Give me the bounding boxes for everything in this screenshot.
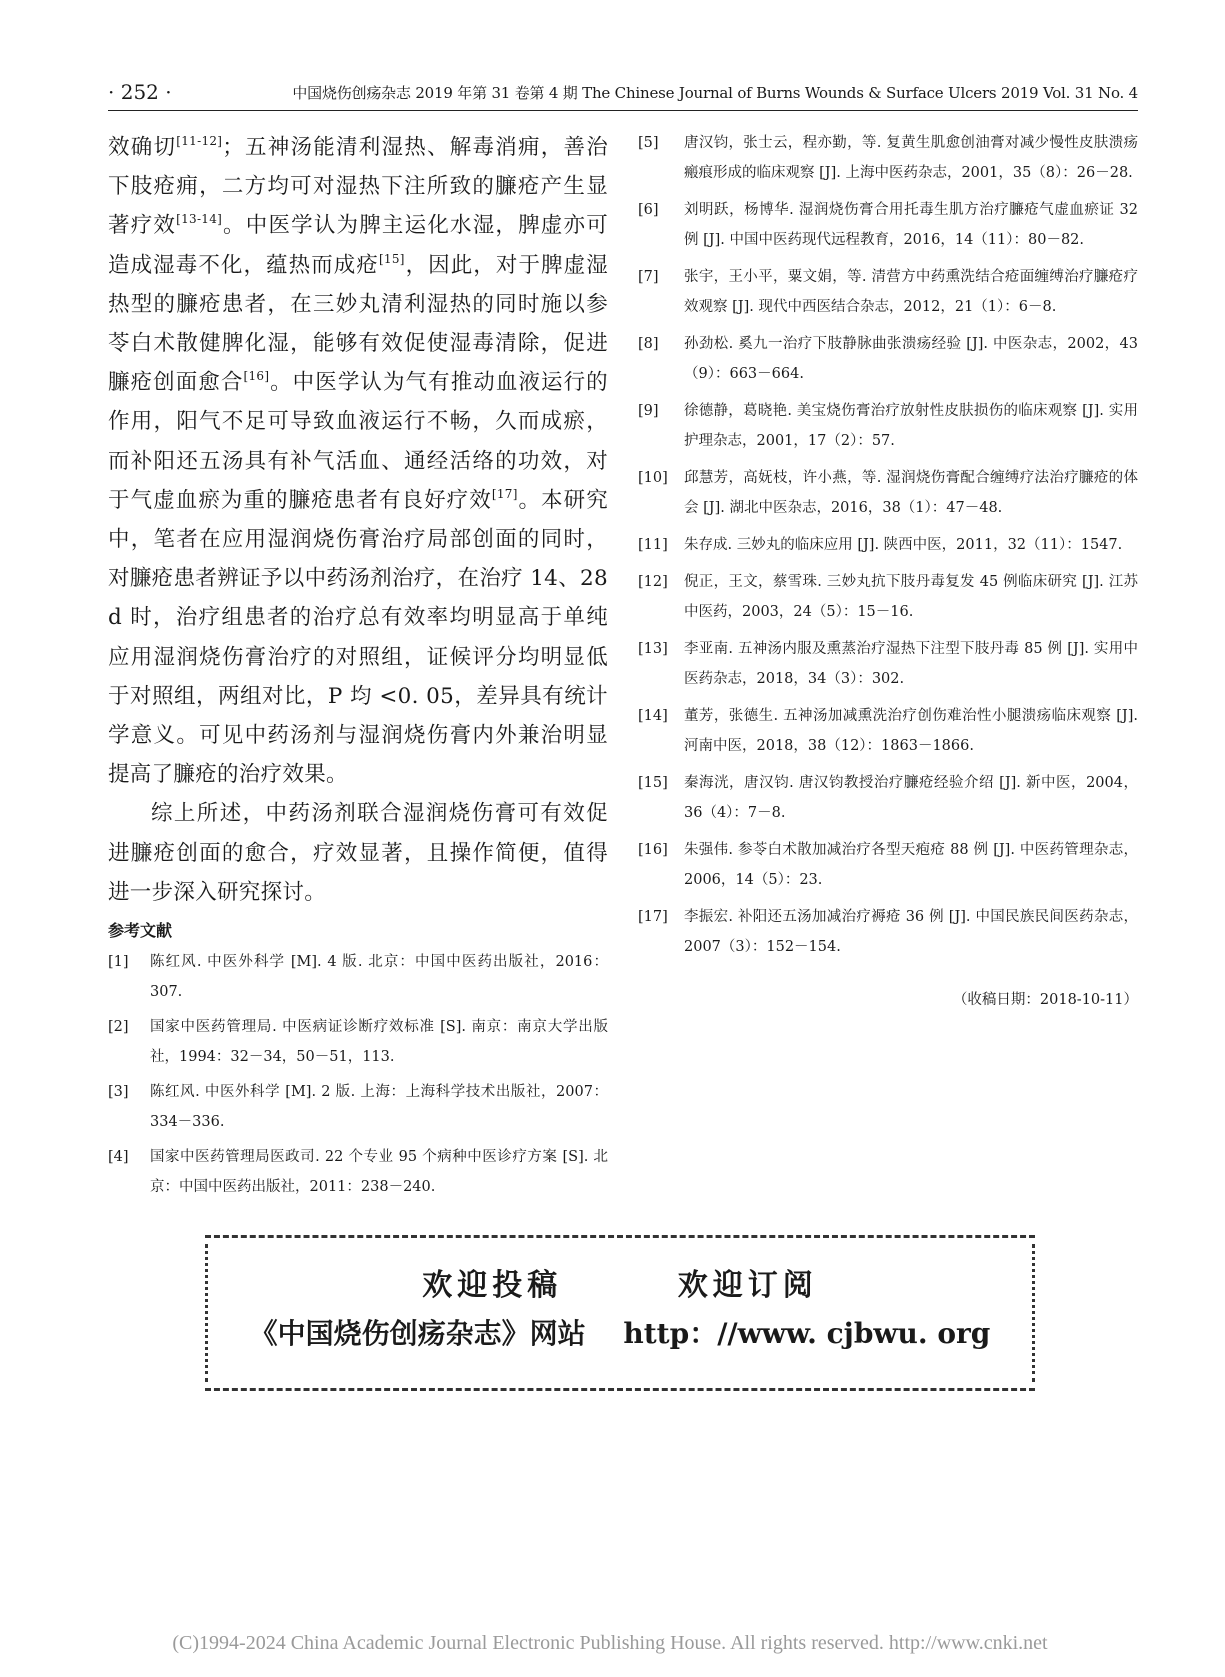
body-text-segment: 效确切 xyxy=(108,135,177,160)
banner-line-1 xyxy=(205,1260,1035,1304)
reference-number: [14] xyxy=(638,708,668,724)
reference-number: [3] xyxy=(108,1084,129,1101)
citation-marker: [15] xyxy=(378,251,405,266)
body-text-segment: ；五神汤能清利湿热、解毒消痈，善治下肢疮痈，二方均可对湿热下注所致的臁疮产生显著疗效 xyxy=(108,135,608,239)
reference-text: 国家中医药管理局. 中医病证诊断疗效标准 [S]. 南京：南京大学出版社，1994：32－34，50－51，113. xyxy=(150,1019,608,1066)
body-text-segment: 。本研究中，笔者在应用湿润烧伤膏治疗局部创面的同时，对臁疮患者辨证予以中药汤剂治疗，在治疗 14、28 d 时，治疗组患者的治疗总有效率均明显高于单纯应用湿润烧伤膏治疗的对照组，证候评分均明显低于对照组，两组对比，P 均 <0. 05，差异具有统计学意义。可见中药汤剂与湿润烧伤膏内外兼治明显提高了臁疮的治疗效果。 xyxy=(108,487,609,788)
citation-marker: [11-12] xyxy=(176,134,223,148)
body-paragraph-2: 综上所述，中药汤剂联合湿润烧伤膏可有效促进臁疮创面的愈合，疗效显著，且操作简便，值得进一步深入研究探讨。 xyxy=(108,801,608,905)
reference-list-right xyxy=(638,128,1138,962)
reference-text: 陈红风. 中医外科学 [M]. 4 版. 北京：中国中医药出版社，2016：307. xyxy=(150,954,608,1001)
reference-item xyxy=(638,634,1138,694)
reference-text: 董芳，张德生. 五神汤加减熏洗治疗创伤难治性小腿溃疡临床观察 [J]. 河南中医，2018，38（12）：1863－1866. xyxy=(684,708,1138,754)
reference-number: [12] xyxy=(638,574,668,590)
website-url[interactable]: http：//www. cjbwu. org xyxy=(623,1317,991,1350)
reference-number: [16] xyxy=(638,842,668,858)
reference-text: 李亚南. 五神汤内服及熏蒸治疗湿热下注型下肢丹毒 85 例 [J]. 实用中医药杂志，2018，34（3）：302. xyxy=(684,641,1138,687)
reference-text: 李振宏. 补阳还五汤加减治疗褥疮 36 例 [J]. 中国民族民间医药杂志，2007（3）：152－154. xyxy=(684,909,1138,955)
reference-number: [1] xyxy=(108,954,129,971)
reference-item xyxy=(638,902,1138,962)
received-date: （收稿日期：2018-10-11） xyxy=(952,992,1138,1008)
left-column xyxy=(108,128,608,1207)
reference-item xyxy=(108,1012,608,1072)
reference-text: 朱强伟. 参苓白术散加减治疗各型天疱疮 88 例 [J]. 中医药管理杂志，2006，14（5）：23. xyxy=(684,842,1138,888)
citation-marker: [16] xyxy=(243,369,270,384)
reference-number: [11] xyxy=(638,537,668,553)
reference-number: [9] xyxy=(638,403,659,419)
reference-item xyxy=(638,567,1138,627)
copyright-footer: (C)1994-2024 China Academic Journal Electronic Publishing House. All rights reserved. http://www.cnki.net xyxy=(172,1632,1048,1654)
banner-line-2 xyxy=(205,1312,1035,1352)
reference-number: [15] xyxy=(638,775,668,791)
reference-number: [2] xyxy=(108,1019,129,1036)
page-number: · 252 · xyxy=(108,80,172,104)
reference-item xyxy=(108,1077,608,1137)
reference-number: [5] xyxy=(638,135,659,151)
reference-number: [13] xyxy=(638,641,668,657)
reference-text: 陈红风. 中医外科学 [M]. 2 版. 上海：上海科学技术出版社，2007：334－336. xyxy=(150,1084,608,1131)
running-header xyxy=(108,78,1138,111)
reference-item xyxy=(638,195,1138,255)
reference-item xyxy=(638,768,1138,828)
reference-text: 孙劲松. 奚九一治疗下肢静脉曲张溃疡经验 [J]. 中医杂志，2002，43（9）：663－664. xyxy=(684,336,1138,382)
reference-number: [7] xyxy=(638,269,659,285)
body-text-segment: 。中医学认为脾主运化水湿，脾虚亦可造成湿毒不化，蕴热而成疮 xyxy=(108,213,608,278)
reference-number: [10] xyxy=(638,470,668,486)
reference-item xyxy=(638,701,1138,761)
reference-text: 唐汉钧，张士云，程亦勤，等. 复黄生肌愈创油膏对减少慢性皮肤溃疡瘢痕形成的临床观察 [J]. 上海中医药杂志，2001，35（8）：26－28. xyxy=(684,135,1138,181)
reference-item xyxy=(108,1142,608,1202)
body-text-segment: ，因此，对于脾虚湿热型的臁疮患者，在三妙丸清利湿热的同时施以参苓白术散健脾化湿，能够有效促使湿毒清除，促进臁疮创面愈合 xyxy=(108,252,609,396)
journal-running-head: 中国烧伤创疡杂志 2019 年第 31 卷第 4 期 The Chinese Journal of Burns Wounds & Surface Ulcers 2019 Vol. 31 No. 4 xyxy=(292,84,1138,102)
right-column xyxy=(638,128,1138,1009)
website-label: 《中国烧伤创疡杂志》网站 xyxy=(249,1317,586,1350)
reference-item xyxy=(638,463,1138,523)
reference-item xyxy=(108,947,608,1007)
reference-text: 秦海洸，唐汉钧. 唐汉钧教授治疗臁疮经验介绍 [J]. 新中医，2004，36（4）：7－8. xyxy=(684,775,1138,821)
reference-text: 倪正，王文，蔡雪珠. 三妙丸抗下肢丹毒复发 45 例临床研究 [J]. 江苏中医药，2003，24（5）：15－16. xyxy=(684,574,1138,620)
body-text-segment: 。中医学认为气有推动血液运行的作用，阳气不足可导致血液运行不畅，久而成瘀，而补阳还五汤具有补气活血、通经活络的功效，对于气虚血瘀为重的臁疮患者有良好疗效 xyxy=(108,370,608,513)
reference-item xyxy=(638,128,1138,188)
reference-item xyxy=(638,835,1138,895)
welcome-banner xyxy=(205,1235,1035,1391)
reference-list-left xyxy=(108,947,608,1202)
reference-text: 邱慧芳，高妩枝，许小燕，等. 湿润烧伤膏配合缠缚疗法治疗臁疮的体会 [J]. 湖北中医杂志，2016，38（1）：47－48. xyxy=(684,470,1138,516)
reference-item xyxy=(638,396,1138,456)
welcome-subscribe-text: 欢迎订阅 xyxy=(677,1268,818,1303)
reference-text: 国家中医药管理局医政司. 22 个专业 95 个病种中医诊疗方案 [S]. 北京：中国中医药出版社，2011：238－240. xyxy=(150,1149,608,1196)
welcome-submit-text: 欢迎投稿 xyxy=(422,1268,563,1303)
reference-text: 朱存成. 三妙丸的临床应用 [J]. 陕西中医，2011，32（11）：1547. xyxy=(684,537,1123,553)
reference-item xyxy=(638,530,1138,560)
reference-text: 徐德静，葛晓艳. 美宝烧伤膏治疗放射性皮肤损伤的临床观察 [J]. 实用护理杂志，2001，17（2）：57. xyxy=(684,403,1138,449)
citation-marker: [17] xyxy=(491,486,518,501)
reference-number: [17] xyxy=(638,909,668,925)
citation-marker: [13-14] xyxy=(176,212,223,227)
reference-number: [4] xyxy=(108,1149,129,1166)
reference-item xyxy=(638,262,1138,322)
reference-number: [8] xyxy=(638,336,659,352)
reference-text: 刘明跃，杨博华. 湿润烧伤膏合用托毒生肌方治疗臁疮气虚血瘀证 32 例 [J]. 中国中医药现代远程教育，2016，14（11）：80－82. xyxy=(684,202,1138,248)
references-heading: 参考文献 xyxy=(108,921,173,941)
reference-item xyxy=(638,329,1138,389)
reference-number: [6] xyxy=(638,202,659,218)
reference-text: 张宇，王小平，粟文娟，等. 清营方中药熏洗结合疮面缠缚治疗臁疮疗效观察 [J]. 现代中西医结合杂志，2012，21（1）：6－8. xyxy=(684,269,1138,315)
body-paragraph-1 xyxy=(108,128,608,794)
